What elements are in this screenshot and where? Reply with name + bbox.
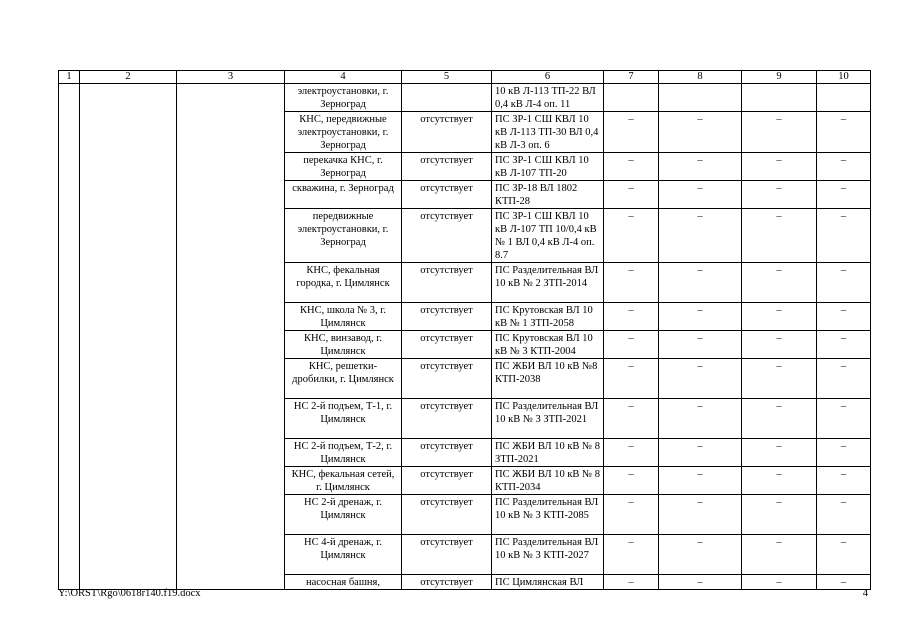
col8-cell: – <box>659 399 742 439</box>
col7-cell: – <box>604 575 659 590</box>
object-name-cell: НС 2-й подъем, Т-2, г. Цимлянск <box>285 439 402 467</box>
status-cell: отсутствует <box>402 263 492 303</box>
col8-cell: – <box>659 359 742 399</box>
col8-cell: – <box>659 331 742 359</box>
column-number-row <box>59 71 871 84</box>
object-name-cell: КНС, решетки-дробилки, г. Цимлянск <box>285 359 402 399</box>
header-cell: 9 <box>742 71 817 84</box>
col9-cell: – <box>742 112 817 153</box>
object-name-cell: КНС, школа № 3, г. Цимлянск <box>285 303 402 331</box>
col9-cell: – <box>742 439 817 467</box>
footer-file-path: Y:\ORST\Rgo\0618r140.f19.docx <box>58 588 201 599</box>
col7-cell <box>604 84 659 112</box>
col9-cell <box>742 84 817 112</box>
object-name-cell: НС 4-й дренаж, г. Цимлянск <box>285 535 402 575</box>
col7-cell: – <box>604 535 659 575</box>
col8-cell: – <box>659 495 742 535</box>
col7-cell: – <box>604 399 659 439</box>
col9-cell: – <box>742 181 817 209</box>
col9-cell: – <box>742 467 817 495</box>
power-source-cell: ПС ЗР-18 ВЛ 1802 КТП-28 <box>492 181 604 209</box>
header-cell: 3 <box>177 71 285 84</box>
object-name-cell: скважина, г. Зерноград <box>285 181 402 209</box>
col8-cell <box>659 84 742 112</box>
footer-page-number: 4 <box>862 588 868 599</box>
header-cell: 5 <box>402 71 492 84</box>
object-name-cell: передвижные электроустановки, г. Зерноград <box>285 209 402 263</box>
power-source-cell: ПС Цимлянская ВЛ <box>492 575 604 590</box>
col8-cell: – <box>659 575 742 590</box>
object-name-cell: НС 2-й подъем, Т-1, г. Цимлянск <box>285 399 402 439</box>
object-name-cell: КНС, винзавод, г. Цимлянск <box>285 331 402 359</box>
status-cell: отсутствует <box>402 209 492 263</box>
col7-cell: – <box>604 331 659 359</box>
header-cell: 2 <box>80 71 177 84</box>
col10-cell: – <box>817 495 871 535</box>
header-cell: 6 <box>492 71 604 84</box>
power-source-cell: ПС ЖБИ ВЛ 10 кВ № 8 КТП-2034 <box>492 467 604 495</box>
power-source-cell: ПС ЖБИ ВЛ 10 кВ № 8 ЗТП-2021 <box>492 439 604 467</box>
status-cell: отсутствует <box>402 112 492 153</box>
col10-cell: – <box>817 359 871 399</box>
col7-cell: – <box>604 181 659 209</box>
col7-cell: – <box>604 303 659 331</box>
object-name-cell: НС 2-й дренаж, г. Цимлянск <box>285 495 402 535</box>
status-cell: отсутствует <box>402 153 492 181</box>
object-name-cell: насосная башня, <box>285 575 402 590</box>
col7-cell: – <box>604 495 659 535</box>
col8-cell: – <box>659 303 742 331</box>
object-name-cell: КНС, передвижные электроустановки, г. Зерноград <box>285 112 402 153</box>
col9-cell: – <box>742 535 817 575</box>
power-source-cell: ПС Разделительная ВЛ 10 кВ № 3 КТП-2085 <box>492 495 604 535</box>
col10-cell: – <box>817 331 871 359</box>
status-cell: отсутствует <box>402 439 492 467</box>
document-table <box>58 70 871 590</box>
col7-cell: – <box>604 209 659 263</box>
col10-cell: – <box>817 467 871 495</box>
col8-cell: – <box>659 112 742 153</box>
col9-cell: – <box>742 303 817 331</box>
col8-cell: – <box>659 263 742 303</box>
col10-cell: – <box>817 153 871 181</box>
power-source-cell: ПС ЗР-1 СШ КВЛ 10 кВ Л-107 ТП-20 <box>492 153 604 181</box>
col10-cell: – <box>817 112 871 153</box>
status-cell: отсутствует <box>402 575 492 590</box>
status-cell: отсутствует <box>402 399 492 439</box>
col8-cell: – <box>659 439 742 467</box>
header-cell: 8 <box>659 71 742 84</box>
col10-cell: – <box>817 303 871 331</box>
col9-cell: – <box>742 399 817 439</box>
col10-cell: – <box>817 439 871 467</box>
col9-cell: – <box>742 495 817 535</box>
col10-cell: – <box>817 181 871 209</box>
header-cell: 1 <box>59 71 80 84</box>
col7-cell: – <box>604 112 659 153</box>
col7-cell: – <box>604 263 659 303</box>
col7-cell: – <box>604 467 659 495</box>
col8-cell: – <box>659 535 742 575</box>
object-name-cell: электроустановки, г. Зерноград <box>285 84 402 112</box>
merged-empty-cell <box>80 84 177 590</box>
power-source-cell: ПС ЖБИ ВЛ 10 кВ №8 КТП-2038 <box>492 359 604 399</box>
merged-empty-cell <box>177 84 285 590</box>
col8-cell: – <box>659 153 742 181</box>
col9-cell: – <box>742 209 817 263</box>
col9-cell: – <box>742 331 817 359</box>
object-name-cell: КНС, фекальная сетей, г. Цимлянск <box>285 467 402 495</box>
power-source-cell: ПС Разделительная ВЛ 10 кВ № 3 КТП-2027 <box>492 535 604 575</box>
object-name-cell: перекачка КНС, г. Зерноград <box>285 153 402 181</box>
power-source-cell: ПС ЗР-1 СШ КВЛ 10 кВ Л-107 ТП 10/0,4 кВ № 1 ВЛ 0,4 кВ Л-4 оп. 8.7 <box>492 209 604 263</box>
power-source-cell: ПС Крутовская ВЛ 10 кВ № 1 ЗТП-2058 <box>492 303 604 331</box>
status-cell: отсутствует <box>402 181 492 209</box>
col10-cell: – <box>817 535 871 575</box>
col7-cell: – <box>604 439 659 467</box>
col9-cell: – <box>742 153 817 181</box>
col10-cell: – <box>817 263 871 303</box>
col7-cell: – <box>604 359 659 399</box>
col9-cell: – <box>742 263 817 303</box>
power-source-cell: ПС ЗР-1 СШ КВЛ 10 кВ Л-113 ТП-30 ВЛ 0,4 кВ Л-3 оп. 6 <box>492 112 604 153</box>
header-cell: 7 <box>604 71 659 84</box>
status-cell <box>402 84 492 112</box>
power-source-cell: ПС Крутовская ВЛ 10 кВ № 3 КТП-2004 <box>492 331 604 359</box>
object-name-cell: КНС, фекальная городка, г. Цимлянск <box>285 263 402 303</box>
status-cell: отсутствует <box>402 535 492 575</box>
col10-cell: – <box>817 209 871 263</box>
merged-empty-cell <box>59 84 80 590</box>
header-cell: 10 <box>817 71 871 84</box>
col9-cell: – <box>742 359 817 399</box>
header-cell: 4 <box>285 71 402 84</box>
status-cell: отсутствует <box>402 303 492 331</box>
col7-cell: – <box>604 153 659 181</box>
status-cell: отсутствует <box>402 495 492 535</box>
power-source-cell: ПС Разделительная ВЛ 10 кВ № 2 ЗТП-2014 <box>492 263 604 303</box>
col9-cell: – <box>742 575 817 590</box>
col10-cell <box>817 84 871 112</box>
col8-cell: – <box>659 467 742 495</box>
col10-cell: – <box>817 399 871 439</box>
col8-cell: – <box>659 181 742 209</box>
col8-cell: – <box>659 209 742 263</box>
status-cell: отсутствует <box>402 359 492 399</box>
table-row <box>59 84 871 112</box>
col10-cell: – <box>817 575 871 590</box>
power-source-cell: ПС Разделительная ВЛ 10 кВ № 3 ЗТП-2021 <box>492 399 604 439</box>
power-source-cell: 10 кВ Л-113 ТП-22 ВЛ 0,4 кВ Л-4 оп. 11 <box>492 84 604 112</box>
status-cell: отсутствует <box>402 467 492 495</box>
status-cell: отсутствует <box>402 331 492 359</box>
